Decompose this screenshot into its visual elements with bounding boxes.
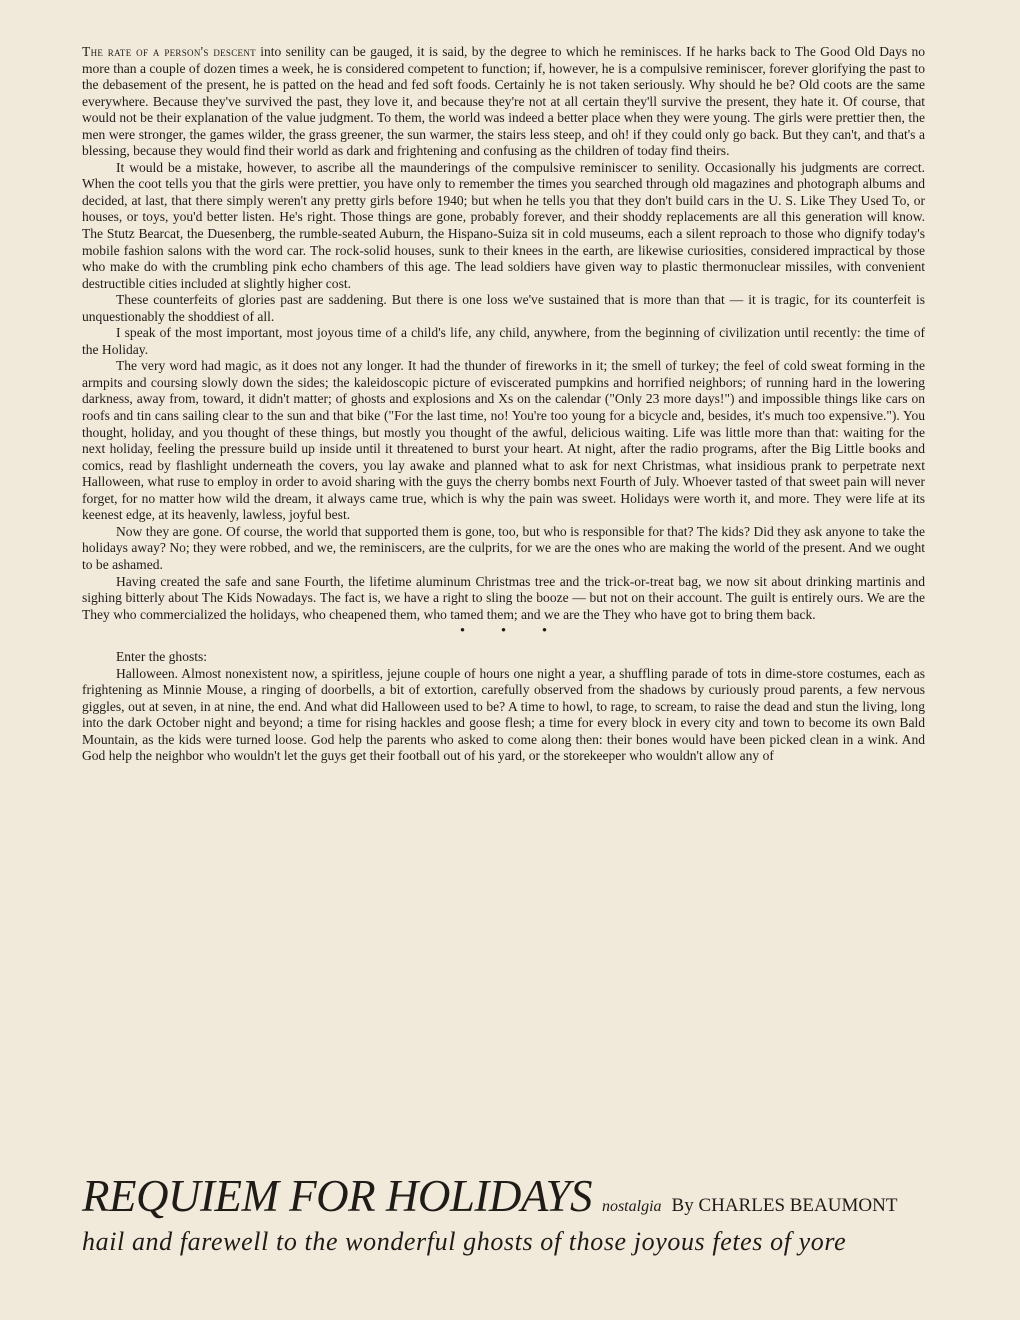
article-paragraph-5: The very word had magic, as it does not any longer. It had the thunder of fireworks in it; the smell of turkey; the feel of cold sweat forming in the armpits and coursing slowly down the sides; the kaleidoscopic picture of eviscerated pumpkins and horrified neighbors; of running hard in the lowering darkness, away from, toward, it didn't matter; of ghosts and explosions and Xs on the calendar ("Only 23 more days!") and impossible things like cars on roofs and tin cans sailing clear to the sun and that bike ("For the last time, no! You're too young for a bicycle and, besides, it's much too expensive."). You thought, holiday, and you thought of these things, but mostly you thought of the awful, delicious waiting. Life was little more than that: waiting for the next holiday, feeling the pressure build up inside until it threatened to burst your heart. At night, after the radio programs, after the Big Little books and comics, read by flashlight underneath the covers, you lay awake and planned what to ask for next Christmas, what insidious prank to perpetrate next Halloween, what ruse to employ in order to avoid sharing with the guys the cherry bombs next Fourth of July. Whoever tasted of that sweet pain will never forget, for no matter how wild the dream, it always came true, which is why the pain was sweet. Holidays were worth it, and more. They were life at its keenest edge, at its heavenly, lawless, joyful best. bbox=[82, 358, 925, 523]
section-kicker: nostalgia bbox=[601, 1198, 662, 1215]
article-paragraph-6: Now they are gone. Of course, the world that supported them is gone, too, but who is responsible for that? The kids? Did they ask anyone to take the holidays away? No; they were robbed, and we, the reminiscers, are the culprits, for we are the ones who are making the world of the present. And we ought to be ashamed. bbox=[82, 523, 925, 572]
article-paragraph-8: Enter the ghosts: bbox=[116, 649, 208, 665]
article-paragraph-9: Halloween. Almost nonexistent now, a spiritless, jejune couple of hours one night a year, a shuffling parade of tots in dime-store costumes, each as frightening as Minnie Mouse, a ringing of doorbells, a bit of extortion, carefully observed from the shadows by curiously proud parents, a few nervous giggles, out at seven, in at nine, the end. And what did Halloween used to be? A time to howl, to rage, to scream, to raise the dead and stun the living, long into the dark October night and beyond; a time for rising hackles and goose flesh; a time for every block in every city and town to become its own Bald Mountain, as the kids were turned loose. God help the parents who asked to come along then: their bones would have been picked clean in a wink. And God help the neighbor who wouldn't let the guys get their football out of his yard, or the storekeeper who wouldn't allow any of bbox=[82, 665, 925, 764]
article-title: REQUIEM FOR HOLIDAYS bbox=[82, 1171, 592, 1221]
article-paragraph-4: I speak of the most important, most joyous time of a child's life, any child, anywhere, from the beginning of civilization until recently: the time of the Holiday. bbox=[82, 325, 925, 357]
article-body bbox=[82, 44, 925, 765]
article-paragraph-7: Having created the safe and sane Fourth, the lifetime aluminum Christmas tree and the trick-or-treat bag, we now sit about drinking martinis and sighing bitterly about The Kids Nowadays. The fact is, we have a right to sling the booze — but not on their account. The guilt is entirely ours. We are the They who commercialized the holidays, who cheapened them, who tamed them; and we are the They who have got to bring them back. bbox=[82, 573, 925, 622]
article-paragraph-1 bbox=[82, 44, 925, 160]
headline bbox=[82, 1170, 942, 1222]
opening-smallcaps: The rate of a person's descent bbox=[82, 44, 256, 59]
section-separator: • • • bbox=[459, 623, 564, 640]
article-subtitle: hail and farewell to the wonderful ghosts of those joyous fetes of yore bbox=[82, 1227, 847, 1256]
paragraph-text: into senility can be gauged, it is said, by the degree to which he reminisces. If he harks back to The Good Old Days no more than a couple of dozen times a week, he is considered competent to function; if, however, he is a compulsive reminiscer, forever glorifying the past to the debasement of the present, he is patted on the head and fed soft foods. Certainly he is not taken seriously. Why should he be? Old coots are the same everywhere. Because they've survived the past, they love it, and because they're not at all certain they'll survive the present, they hate it. Of course, that would not be their explanation of the value judgment. To them, the world was indeed a better place when they were young. The girls were prettier then, the men were stronger, the games wilder, the grass greener, the sun warmer, the stairs less steep, and oh! if they could only go back. But they can't, and that's a blessing, because they would find their world as dark and frightening and confusing as the children of today find theirs. bbox=[82, 44, 925, 159]
article-paragraph-3: These counterfeits of glories past are saddening. But there is one loss we've sustained that is more than that — it is tragic, for its counterfeit is unquestionably the shoddiest of all. bbox=[82, 292, 925, 324]
article-paragraph-2: It would be a mistake, however, to ascribe all the maunderings of the compulsive reminiscer to senility. Occasionally his judgments are correct. When the coot tells you that the girls were prettier, you have only to remember the times you searched through old magazines and photograph albums and decided, at last, that there simply weren't any pretty girls before 1940; but when he tells you that they don't build cars in the U. S. Like They Used To, or houses, or toys, you'd better listen. He's right. Those things are gone, probably forever, and their shoddy replacements are all this generation will know. The Stutz Bearcat, the Duesenberg, the rumble-seated Auburn, the Hispano-Suiza sit in cold museums, each a silent reproach to those who dignify today's mobile fashion salons with the word car. The rock-solid houses, sunk to their knees in the earth, are likewise curiosities, considered impractical by those who make do with the crumbling pink echo chambers of this age. The lead soldiers have given way to plastic thermonuclear missiles, with convenient destructible cities included at slightly higher cost. bbox=[82, 159, 925, 291]
byline: By CHARLES BEAUMONT bbox=[671, 1195, 898, 1216]
